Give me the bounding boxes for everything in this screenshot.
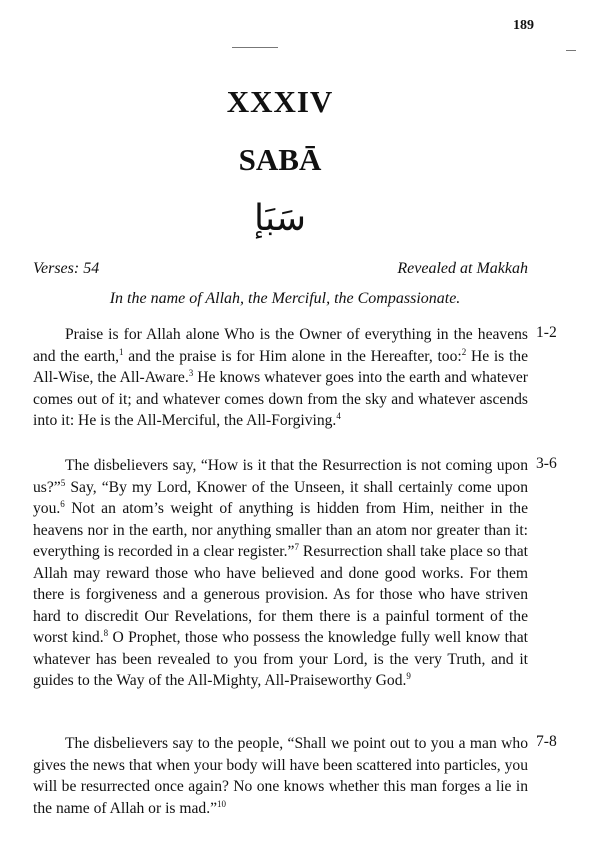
footnote-marker: 3 xyxy=(188,367,194,378)
passage-text: and the praise is for Him alone in the Hereafter, too: xyxy=(123,347,462,365)
passage-text: Resurrection shall take place so that Allah may reward those who have believed and done good works. For them there is forgiveness and a generous provision. As for those who have striven hard to discredit Our Revelations, for them there is a painful torment of the worst kind. xyxy=(33,543,528,646)
revelation-place: Revealed at Makkah xyxy=(397,260,528,277)
page-number: 189 xyxy=(513,18,534,33)
footnote-marker: 5 xyxy=(60,477,66,488)
passage-text: The disbelievers say, “How is it that the Resurrection is not coming upon us?” xyxy=(33,457,528,496)
passage-text: He is the All-Wise, the All-Aware. xyxy=(33,347,528,386)
surah-title: SABĀ xyxy=(238,142,322,177)
verse-count: Verses: 54 xyxy=(33,260,100,277)
passage-1 xyxy=(33,324,528,432)
footnote-marker: 6 xyxy=(60,498,65,509)
footnote-marker: 2 xyxy=(461,346,467,357)
passage-2 xyxy=(33,455,528,692)
passage-text: Say, “By my Lord, Knower of the Unseen, it shall certainly come upon you. xyxy=(33,478,528,517)
verse-reference: 3-6 xyxy=(536,455,557,472)
bismillah: In the name of Allah, the Merciful, the Compassionate. xyxy=(109,290,461,307)
scan-artifact xyxy=(566,50,576,51)
passage-text: Praise is for Allah alone Who is the Owner of everything in the heavens and the earth, xyxy=(33,326,528,365)
passage-text: O Prophet, those who possess the knowledge fully well know that whatever has been revealed to you from your Lord, is the very Truth, and it guides to the Way of the All-Mighty, All-Praiseworthy God. xyxy=(33,629,528,689)
footnote-marker: 7 xyxy=(294,541,299,552)
passage-3 xyxy=(33,733,528,819)
passage-text: The disbelievers say to the people, “Shall we point out to you a man who gives the news that when your body will have been scattered into particles, you will be resurrected once again? No one knows whether this man forges a lie in the name of Allah or is mad.” xyxy=(33,735,528,817)
footnote-marker: 10 xyxy=(217,798,227,809)
chapter-number: XXXIV xyxy=(226,84,334,119)
footnote-marker: 9 xyxy=(406,670,411,681)
footnote-marker: 8 xyxy=(103,627,109,638)
passage-text: He knows whatever goes into the earth and whatever comes out of it; and whatever comes down from the sky and whatever ascends into it: He is the All-Merciful, the All-Forgiving. xyxy=(33,369,528,429)
passage-text: Not an atom’s weight of anything is hidden from Him, neither in the heavens nor in the earth, nor anything smaller than an atom nor greater than it: everything is recorded in a clear register.” xyxy=(33,500,528,560)
footnote-marker: 1 xyxy=(119,346,124,357)
scan-artifact xyxy=(232,47,278,48)
arabic-title: سَبَإ xyxy=(254,198,306,239)
footnote-marker: 4 xyxy=(336,410,341,421)
verse-reference: 1-2 xyxy=(536,324,557,341)
verse-reference: 7-8 xyxy=(536,733,557,750)
